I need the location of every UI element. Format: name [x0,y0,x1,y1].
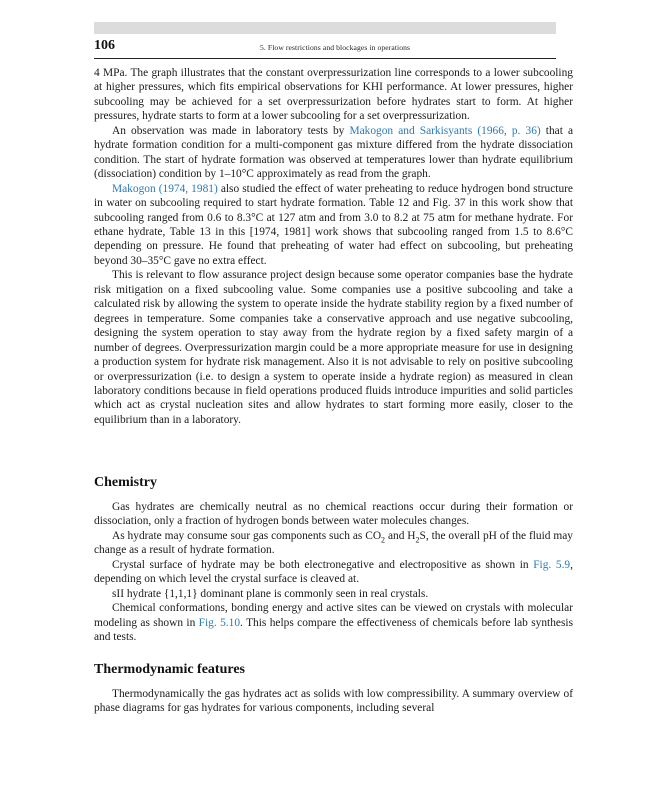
paragraph: Crystal surface of hydrate may be both electronegative and electropositive as shown in Fig. 5.9, depending on which level the crystal surface is cleaved at. [94,558,573,586]
paragraph: An observation was made in laboratory tests by Makogon and Sarkisyants (1966, p. 36) that a hydrate formation condition for a multi-component gas mixture differed from the hydrate dissociation condition. The start of hydrate formation was observed at temperatures lower than hydrate equilibrium (dissociation) condition by 1–10°C approximately as read from the graph. [94,124,573,181]
figure-link[interactable]: Fig. 5.10 [198,616,241,629]
section-heading-chemistry: Chemistry [94,475,157,490]
thermodynamic-section [94,687,573,716]
section-heading-thermodynamic: Thermodynamic features [94,662,245,677]
page-number: 106 [94,38,115,53]
figure-link[interactable]: Fig. 5.9 [533,558,571,571]
paragraph: Makogon (1974, 1981) also studied the effect of water preheating to reduce hydrogen bond structure in water on subcooling required to start hydrate formation. Table 12 and Fig. 37 in this work show that subcooling ranged from 0.6 to 8.3°C at 127 atm and from 3.0 to 8.2 at 75 atm for methane hydrate. For ethane hydrate, Table 13 in this [1974, 1981] work shows that subcooling ranged from 1.5 to 8.6°C depending on pressure. He found that preheating of water had effect on subcooling, but preheating beyond 30–35°C gave no extra effect. [94,182,573,267]
page-header [94,36,556,56]
paragraph: Chemical conformations, bonding energy and active sites can be viewed on crystals with molecular modeling as shown in Fig. 5.10. This helps compare the effectiveness of chemicals before lab synthesis and tests. [94,602,574,644]
body-text [94,66,573,427]
paragraph: Gas hydrates are chemically neutral as no chemical reactions occur during their formation or dissociation, only a fraction of hydrogen bonds between water molecules changes. [94,501,573,528]
header-rule [94,58,556,59]
paragraph: Thermodynamically the gas hydrates act as solids with low compressibility. A summary overview of phase diagrams for gas hydrates for various components, including several [94,688,573,715]
paragraph: 4 MPa. The graph illustrates that the constant overpressurization line corresponds to a lower subcooling at higher pressures, which fits empirical observations for KHI performance. At lower pressures, higher subcooling may be achieved for a set overpressurization before hydrates start to form. At higher pressures, hydrate starts to form at a lower subcooling for a set overpressurization. [94,67,573,123]
citation-link[interactable]: Makogon (1974, 1981) [112,182,218,195]
paragraph: This is relevant to flow assurance project design because some operator companies base the hydrate risk mitigation on a fixed subcooling value. Some companies use a positive subcooling and take a calculated risk by allowing the system to operate inside the hydrate stability region by a fixed number of degrees in temperature. Some companies take a conservative approach and use negative subcooling, designing the system operation to stay away from the hydrate region by a fixed safety margin of a number of degrees. Overpressurization margin could be a more appropriate measure for use in designing a production system for hydrate risk management. Also it is not advisable to rely on positive subcooling or overpressurization (i.e. to design a system to operate inside a hydrate region) as measured in clean laboratory conditions because in field operations produced fluids introduce impurities and solid particles which act as crystal nucleation sites and allow hydrates to start forming more easily, closer to the equilibrium than in a laboratory. [94,269,573,426]
paragraph: As hydrate may consume sour gas components such as $CO_2$ and $H_2S$, the overall pH of the fluid may change as a result of hydrate formation. [94,529,573,557]
chemistry-section [94,500,573,645]
citation-link[interactable]: Makogon and Sarkisyants (1966, p. 36) [349,124,541,137]
header-bar [94,22,556,34]
paragraph: sII hydrate {1,1,1} dominant plane is commonly seen in real crystals. [112,587,429,600]
running-head: 5. Flow restrictions and blockages in operations [260,43,411,52]
